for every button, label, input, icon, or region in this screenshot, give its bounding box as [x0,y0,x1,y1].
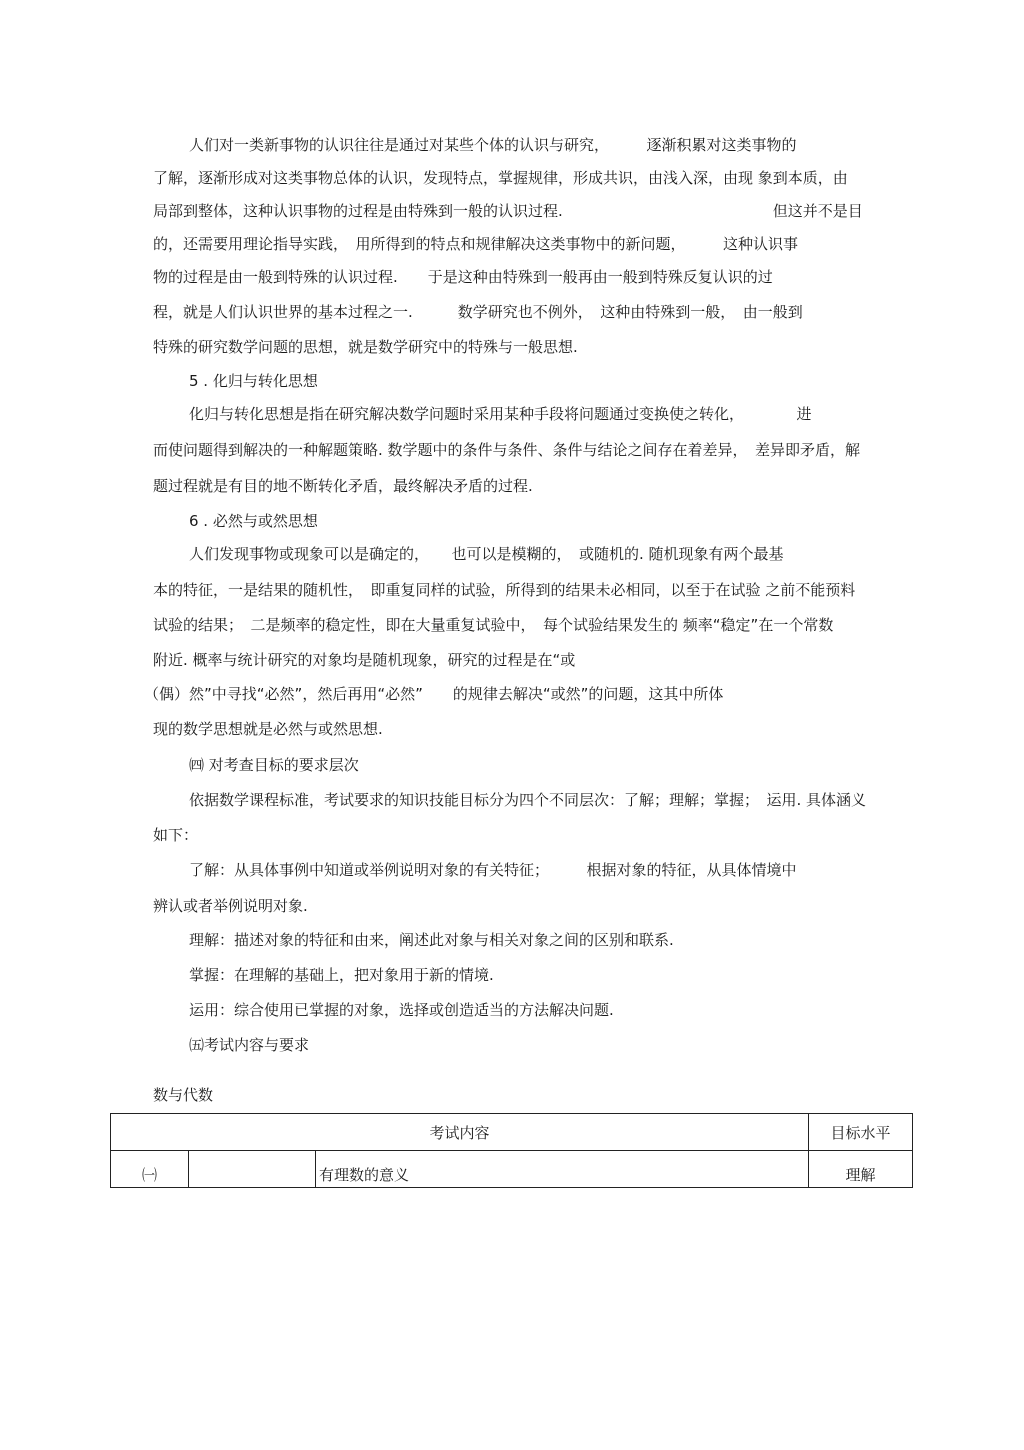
section-6-line-5: （偶）然”中寻找“必然”，然后再用“必然” 的规律去解决“或然”的问题，这其中所体 [144,685,724,703]
paragraph-1-line-7: 特殊的研究数学问题的思想，就是数学研究中的特殊与一般思想. [153,338,578,356]
section-4-line-2: 如下： [153,826,199,844]
table-header-row [111,1114,913,1151]
section-6-line-1: 人们发现事物或现象可以是确定的， 也可以是模糊的， 或随机的. 随机现象有两个最基 [189,545,784,563]
section-6-line-4: 附近. 概率与统计研究的对象均是随机现象，研究的过程是在“或 [153,651,576,669]
exam-content-table [110,1113,913,1188]
paragraph-1-line-5: 物的过程是由一般到特殊的认识过程. 于是这种由特殊到一般再由一般到特殊反复认识的过 [153,268,773,286]
level-understand-line-1: 了解：从具体事例中知道或举例说明对象的有关特征； 根据对象的特征，从具体情境中 [189,861,797,879]
section-5-line-1: 化归与转化思想是指在研究解决数学问题时采用某种手段将问题通过变换使之转化， 进 [189,405,812,423]
section-4-heading: ㈣ 对考查目标的要求层次 [189,756,359,774]
section-4-line-1: 依据数学课程标准，考试要求的知识技能目标分为四个不同层次：了解；理解；掌握； 运用. 具体涵义 [189,791,867,809]
level-apply: 运用：综合使用已掌握的对象，选择或创造适当的方法解决问题. [189,1001,614,1019]
row-topic [189,1151,316,1188]
paragraph-1-line-6: 程，就是人们认识世界的基本过程之一. 数学研究也不例外， 这种由特殊到一般， 由一般到 [153,303,803,321]
level-understand-line-2: 辨认或者举例说明对象. [153,897,308,915]
table-title: 数与代数 [153,1086,214,1104]
section-5-heading: 5 . 化归与转化思想 [189,372,318,390]
section-6-line-6: 现的数学思想就是必然与或然思想. [153,720,383,738]
header-exam-content: 考试内容 [111,1114,809,1151]
section-6-line-3: 试验的结果； 二是频率的稳定性，即在大量重复试验中， 每个试验结果发生的 频率“稳定”在一个常数 [153,616,834,634]
row-content: 有理数的意义 [316,1151,809,1188]
level-master: 掌握：在理解的基础上，把对象用于新的情境. [189,966,494,984]
section-5-line-2: 而使问题得到解决的一种解题策略. 数学题中的条件与条件、条件与结论之间存在着差异， 差异即矛盾，解 [153,441,861,459]
section-6-heading: 6 . 必然与或然思想 [189,512,318,530]
section-6-line-2: 本的特征，一是结果的随机性， 即重复同样的试验，所得到的结果未必相同，以至于在试验 之前不能预料 [153,581,856,599]
header-target-level: 目标水平 [809,1114,913,1151]
level-comprehend: 理解：描述对象的特征和由来，阐述此对象与相关对象之间的区别和联系. [189,931,674,949]
row-index: ㈠ [111,1151,189,1188]
paragraph-1-line-1: 人们对一类新事物的认识往往是通过对某些个体的认识与研究， 逐渐积累对这类事物的 [189,136,797,154]
section-exam-heading: ㈤考试内容与要求 [189,1036,310,1054]
paragraph-1-line-3: 局部到整体，这种认识事物的过程是由特殊到一般的认识过程. 但这并不是目 [153,202,863,220]
paragraph-1-line-2: 了解，逐渐形成对这类事物总体的认识，发现特点，掌握规律，形成共识，由浅入深，由现 象到本质，由 [153,169,848,187]
row-level: 理解 [809,1151,913,1188]
paragraph-1-line-4: 的，还需要用理论指导实践， 用所得到的特点和规律解决这类事物中的新问题， 这种认识事 [153,235,799,253]
table-row [111,1151,913,1188]
section-5-line-3: 题过程就是有目的地不断转化矛盾，最终解决矛盾的过程. [153,477,533,495]
